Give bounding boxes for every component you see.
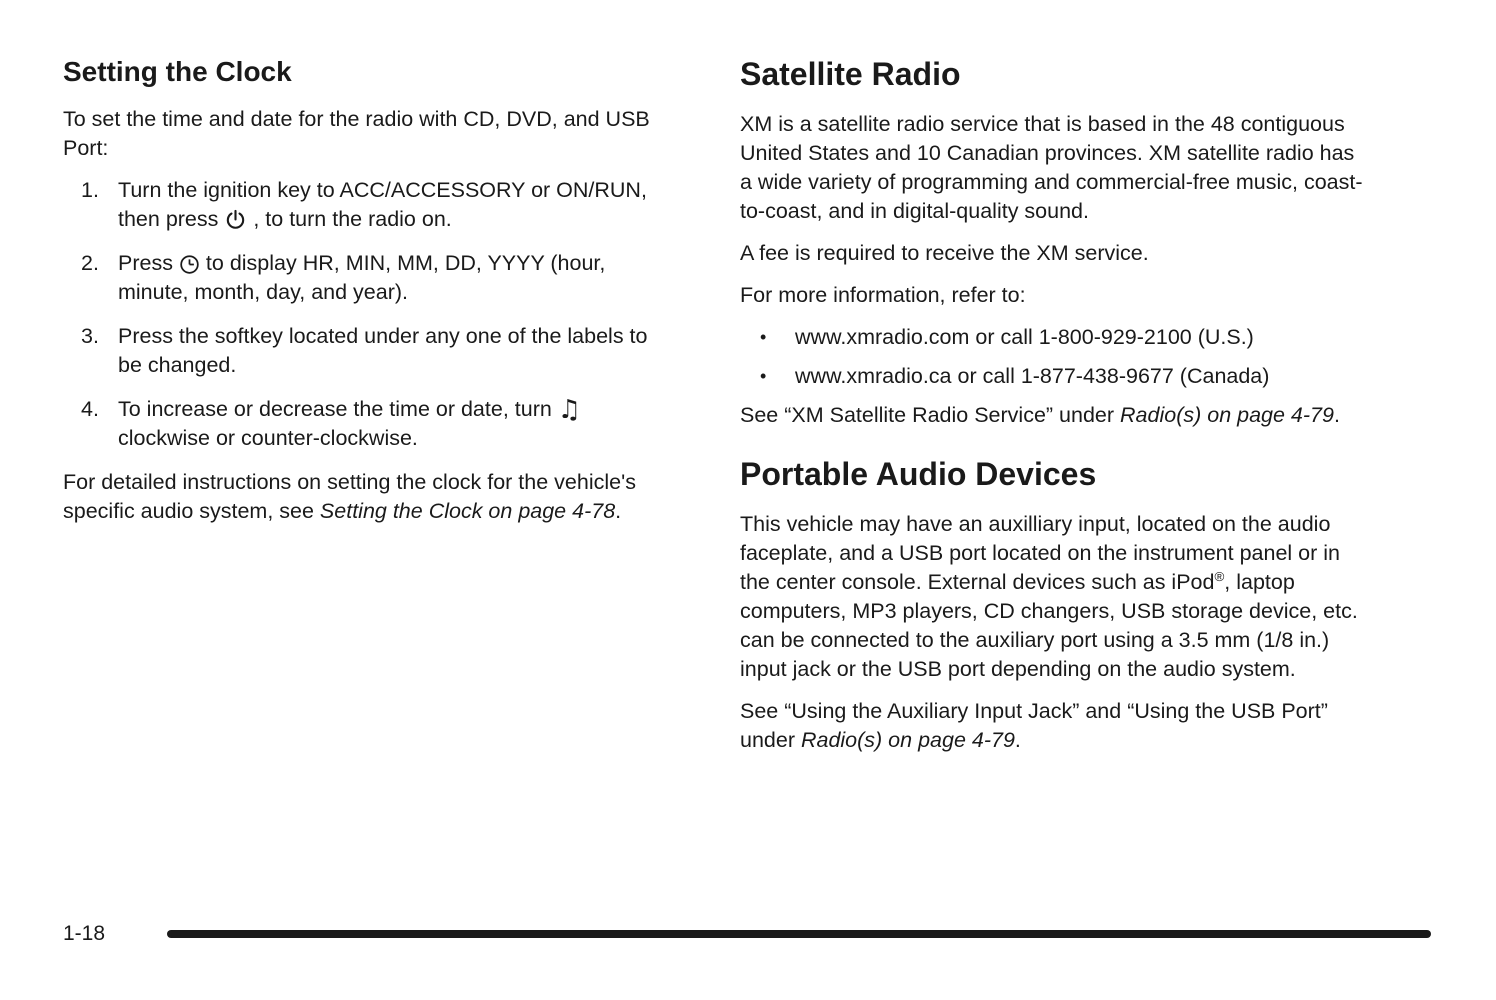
section-heading: Satellite Radio (740, 56, 961, 92)
text-run: For more information, refer to: (740, 283, 1026, 307)
text-run: ® (1214, 568, 1225, 584)
paragraph (740, 697, 1370, 755)
power-icon (224, 208, 247, 231)
text-run: Turn the ignition key to ACC/ACCESSORY or ON/RUN, then press (118, 178, 647, 231)
text-run: Setting the Clock on page 4-78 (319, 499, 616, 523)
list-number: 3. (81, 324, 99, 348)
list-item (81, 249, 663, 307)
text-run: See “Using the Auxiliary Input Jack” and “Using the USB Port” under (740, 699, 1328, 752)
text-run: . (1014, 728, 1021, 752)
footer-rule (167, 930, 1431, 938)
text-run: www.xmradio.ca or call 1-877-438-9677 (Canada) (795, 364, 1270, 388)
music-note-icon: ♫ (557, 395, 582, 425)
list-number: 1. (81, 178, 99, 202)
text-run: To increase or decrease the time or date, turn (118, 397, 558, 421)
list-item-text (118, 395, 663, 453)
left-column (63, 56, 663, 768)
section-heading: Setting the Clock (63, 56, 292, 87)
text-run: Radio(s) on page 4-79 (1120, 403, 1334, 427)
list-item-text (118, 249, 663, 307)
paragraph (740, 239, 1370, 268)
page-number: 1-18 (63, 922, 106, 945)
paragraph (63, 105, 663, 163)
section-heading: Portable Audio Devices (740, 456, 1097, 492)
text-run: clockwise or counter-clockwise. (118, 426, 418, 450)
text-run: . (615, 499, 622, 523)
list-item-text (118, 322, 663, 380)
paragraph (63, 468, 663, 526)
paragraph (740, 110, 1370, 226)
bulleted-list (740, 323, 1370, 391)
text-run: to display HR, MIN, MM, DD, YYYY (hour, minute, month, day, and year). (118, 251, 606, 304)
list-item (760, 362, 1370, 391)
page-footer (63, 922, 1431, 946)
paragraph (740, 281, 1370, 310)
list-item (81, 395, 663, 453)
paragraph (740, 510, 1370, 684)
text-run: , laptop computers, MP3 players, CD changers, USB storage device, etc. can be connected to the auxiliary port using a 3.5 mm (1/8 in.) input jack or the USB port depending on the audio system. (740, 570, 1358, 681)
two-column-layout (63, 56, 1432, 768)
paragraph (740, 401, 1370, 430)
list-item-text (118, 176, 663, 234)
list-item (81, 322, 663, 380)
text-run: See “XM Satellite Radio Service” under (740, 403, 1121, 427)
text-run: Press the softkey located under any one of the labels to be changed. (118, 324, 648, 377)
text-run: Radio(s) on page 4-79 (800, 728, 1015, 752)
list-item-text (795, 323, 1370, 352)
text-run: A fee is required to receive the XM service. (740, 241, 1149, 265)
text-run: XM is a satellite radio service that is based in the 48 contiguous United States and 10 Canadian provinces. XM satellite radio has a wide variety of programming and commercial-free music, coast-to-coast, and in digital-quality sound. (740, 112, 1363, 223)
text-run: . (1333, 403, 1340, 427)
text-run: This vehicle may have an auxilliary input, located on the audio faceplate, and a USB port located on the instrument panel or in the center console. External devices such as iPod (740, 512, 1340, 594)
bullet-marker: • (760, 366, 767, 386)
list-item (81, 176, 663, 234)
text-run: To set the time and date for the radio with CD, DVD, and USB Port: (63, 107, 650, 160)
numbered-list (63, 176, 663, 453)
clock-icon (179, 254, 200, 275)
text-run: www.xmradio.com or call 1-800-929-2100 (U.S.) (795, 325, 1254, 349)
list-number: 2. (81, 251, 99, 275)
text-run: Press (118, 251, 179, 275)
bullet-marker: • (760, 327, 767, 347)
text-run: For detailed instructions on setting the clock for the vehicle's specific audio system, see (63, 470, 636, 523)
list-item-text (795, 362, 1370, 391)
text-run: , to turn the radio on. (247, 207, 452, 231)
list-item (760, 323, 1370, 352)
right-column (740, 56, 1370, 768)
list-number: 4. (81, 397, 99, 421)
